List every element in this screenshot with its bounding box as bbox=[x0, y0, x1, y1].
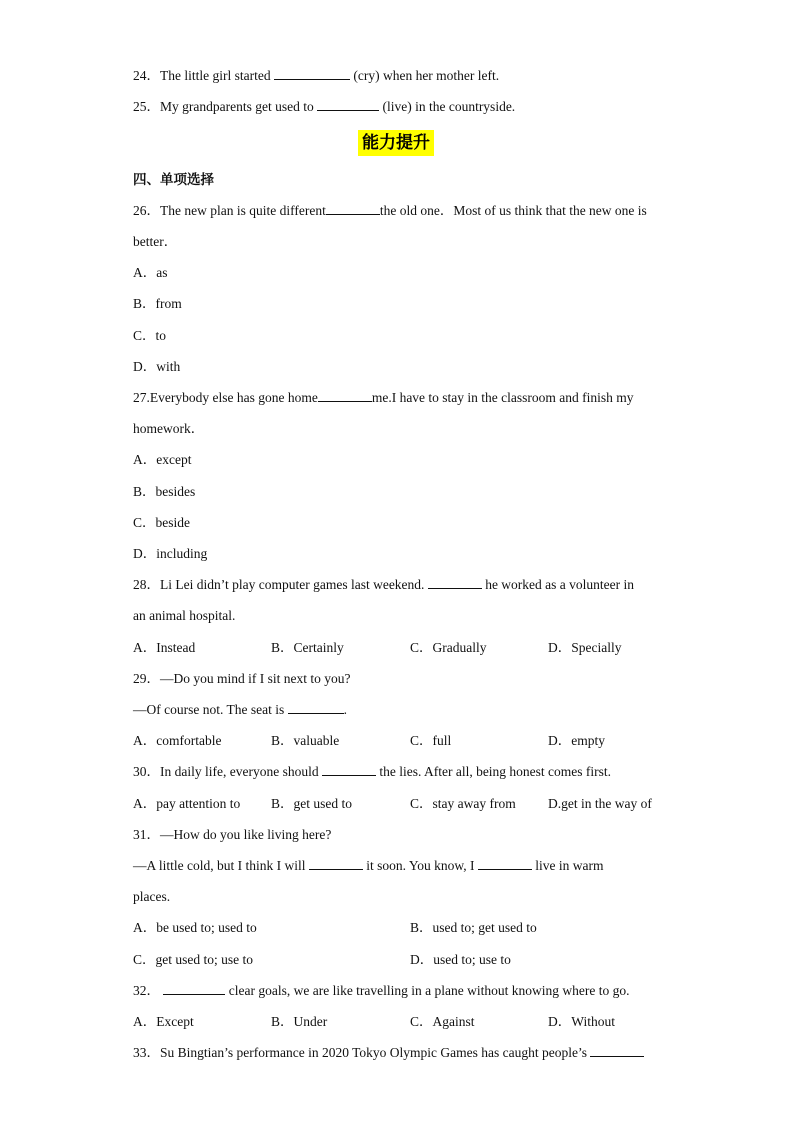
q26-option-d[interactable]: D．with bbox=[133, 359, 181, 374]
q24-blank[interactable] bbox=[274, 67, 350, 80]
q31-text-after: live in warm bbox=[535, 858, 604, 873]
q26-option-b[interactable]: B．from bbox=[133, 296, 182, 311]
q27-option-a[interactable]: A．except bbox=[133, 452, 192, 467]
q30-option-a[interactable]: A．pay attention to bbox=[133, 796, 241, 811]
q31-answer-line bbox=[133, 856, 604, 876]
question-28 bbox=[133, 575, 634, 595]
q28-option-a[interactable]: A．Instead bbox=[133, 640, 196, 655]
q31-blank-2[interactable] bbox=[478, 857, 532, 870]
q27-option-c[interactable]: C．beside bbox=[133, 515, 190, 530]
q24-text-before: The little girl started bbox=[160, 68, 271, 83]
q25-number: 25． bbox=[133, 99, 160, 114]
q27-text-after: me.I have to stay in the classroom and finish my bbox=[371, 390, 634, 405]
q32-option-b[interactable]: B．Under bbox=[271, 1014, 328, 1029]
q30-option-c[interactable]: C．stay away from bbox=[410, 796, 516, 811]
q33-blank[interactable] bbox=[590, 1044, 644, 1057]
question-32 bbox=[133, 981, 630, 1001]
q25-blank[interactable] bbox=[317, 98, 379, 111]
question-33 bbox=[133, 1043, 644, 1063]
q30-text-before: 30．In daily life, everyone should bbox=[133, 764, 319, 779]
q29-answer-line bbox=[133, 700, 347, 720]
q31-blank-1[interactable] bbox=[309, 857, 363, 870]
q30-text-after: the lies. After all, being honest comes first. bbox=[379, 764, 612, 779]
q28-option-d[interactable]: D．Specially bbox=[548, 640, 622, 655]
question-25 bbox=[133, 97, 515, 117]
question-26 bbox=[133, 201, 647, 221]
q27-text-before: 27.Everybody else has gone home bbox=[133, 390, 318, 405]
question-31: 31．—How do you like living here? bbox=[133, 827, 332, 842]
q29-option-b[interactable]: B．valuable bbox=[271, 733, 340, 748]
q31-text-before: —A little cold, but I think I will bbox=[133, 858, 306, 873]
q32-option-a[interactable]: A．Except bbox=[133, 1014, 194, 1029]
q26-blank[interactable] bbox=[326, 202, 380, 215]
q27-option-b[interactable]: B．besides bbox=[133, 484, 196, 499]
q27-continuation: homework． bbox=[133, 421, 205, 436]
q27-option-d[interactable]: D．including bbox=[133, 546, 208, 561]
q31-option-a[interactable]: A．be used to; used to bbox=[133, 920, 257, 935]
ability-improvement-banner: 能力提升 bbox=[358, 130, 434, 156]
q28-option-c[interactable]: C．Gradually bbox=[410, 640, 487, 655]
q31-option-c[interactable]: C．get used to; use to bbox=[133, 952, 253, 967]
q24-text-after: (cry) when her mother left. bbox=[353, 68, 500, 83]
question-29: 29．—Do you mind if I sit next to you? bbox=[133, 671, 351, 686]
q30-blank[interactable] bbox=[322, 763, 376, 776]
q26-option-c[interactable]: C．to bbox=[133, 328, 167, 343]
q30-option-b[interactable]: B．get used to bbox=[271, 796, 352, 811]
q25-text-after: (live) in the countryside. bbox=[382, 99, 516, 114]
q32-option-d[interactable]: D．Without bbox=[548, 1014, 615, 1029]
q31-option-b[interactable]: B．used to; get used to bbox=[410, 920, 537, 935]
q33-text-before: 33．Su Bingtian’s performance in 2020 Tokyo Olympic Games has caught people’s bbox=[133, 1045, 587, 1060]
q26-text-before: 26．The new plan is quite different bbox=[133, 203, 326, 218]
q29-blank[interactable] bbox=[288, 701, 344, 714]
q30-option-d[interactable]: D.get in the way of bbox=[548, 796, 652, 811]
q32-text-after: clear goals, we are like travelling in a plane without knowing where to go. bbox=[228, 983, 630, 998]
q29-text-before: —Of course not. The seat is bbox=[133, 702, 285, 717]
q29-text-after: . bbox=[343, 702, 347, 717]
section-title-single-choice: 四、单项选择 bbox=[133, 172, 214, 188]
question-27 bbox=[133, 388, 634, 408]
q29-option-a[interactable]: A．comfortable bbox=[133, 733, 222, 748]
q31-text-middle: it soon. You know, I bbox=[366, 858, 475, 873]
q32-blank[interactable] bbox=[163, 982, 225, 995]
q26-text-after: the old one．Most of us think that the new one is bbox=[379, 203, 647, 218]
question-24 bbox=[133, 66, 499, 86]
question-30 bbox=[133, 762, 611, 782]
q31-option-d[interactable]: D．used to; use to bbox=[410, 952, 511, 967]
q32-number: 32． bbox=[133, 983, 160, 998]
q28-blank[interactable] bbox=[428, 576, 482, 589]
q28-continuation: an animal hospital. bbox=[133, 608, 236, 623]
q26-continuation: better． bbox=[133, 234, 178, 249]
q24-number: 24． bbox=[133, 68, 160, 83]
q29-option-d[interactable]: D．empty bbox=[548, 733, 605, 748]
q31-continuation: places. bbox=[133, 889, 171, 904]
q26-option-a[interactable]: A．as bbox=[133, 265, 168, 280]
q32-option-c[interactable]: C．Against bbox=[410, 1014, 475, 1029]
q25-text-before: My grandparents get used to bbox=[160, 99, 314, 114]
q28-text-before: 28．Li Lei didn’t play computer games last weekend. bbox=[133, 577, 425, 592]
q29-option-c[interactable]: C．full bbox=[410, 733, 452, 748]
q28-text-after: he worked as a volunteer in bbox=[485, 577, 635, 592]
q28-option-b[interactable]: B．Certainly bbox=[271, 640, 344, 655]
q27-blank[interactable] bbox=[318, 389, 372, 402]
